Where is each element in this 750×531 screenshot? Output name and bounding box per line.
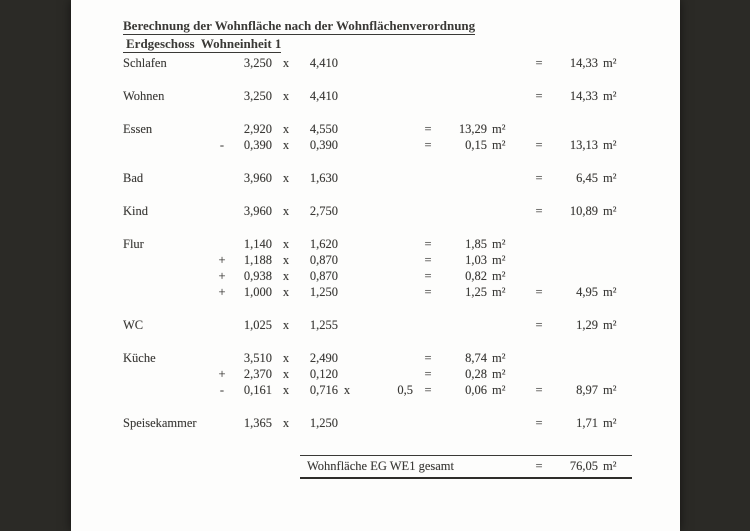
result-unit xyxy=(598,268,628,284)
equals-sub-sign: = xyxy=(424,138,432,152)
multiply-sign-2 xyxy=(338,284,356,300)
subtotal-unit: m² xyxy=(492,122,506,136)
equals-sub-sign xyxy=(413,317,443,333)
equals-sub-sign xyxy=(413,170,443,186)
equals-result-sign: = xyxy=(535,204,543,218)
subtotal-unit: m² xyxy=(492,237,506,251)
dimension-a: 1,025 xyxy=(243,318,272,332)
multiply-sign-2 xyxy=(338,268,356,284)
dimension-a: 3,250 xyxy=(243,89,272,103)
subtotal-unit xyxy=(487,170,515,186)
room-name: Schlafen xyxy=(123,56,167,70)
multiply-sign: x xyxy=(282,204,290,218)
factor-value xyxy=(356,170,413,186)
multiply-sign: x xyxy=(282,318,290,332)
equals-result-sign xyxy=(515,366,563,382)
result-unit: m² xyxy=(603,383,617,397)
subtotal-unit: m² xyxy=(492,367,506,381)
subtotal-unit xyxy=(487,55,515,71)
result-value xyxy=(563,268,598,284)
operator-sign: + xyxy=(218,253,226,267)
result-unit: m² xyxy=(603,138,617,152)
multiply-sign-2 xyxy=(338,252,356,268)
equals-result-sign xyxy=(515,252,563,268)
room-name xyxy=(123,366,213,382)
subtotal-value: 0,15 xyxy=(465,138,487,152)
dimension-a: 3,250 xyxy=(243,56,272,70)
equals-sub-sign: = xyxy=(424,122,432,136)
equals-result-sign: = xyxy=(535,416,543,430)
multiply-sign: x xyxy=(282,138,290,152)
multiply-sign-2 xyxy=(338,55,356,71)
dimension-a: 1,000 xyxy=(243,285,272,299)
calc-row xyxy=(123,55,633,71)
multiply-sign: x xyxy=(282,171,290,185)
dimension-b: 0,716 xyxy=(309,383,338,397)
multiply-sign-2 xyxy=(338,236,356,252)
factor-value xyxy=(356,137,413,153)
calc-row xyxy=(123,366,633,382)
calc-row xyxy=(123,268,633,284)
total-value: 76,05 xyxy=(569,459,598,473)
calc-row xyxy=(123,284,633,300)
result-value xyxy=(563,350,598,366)
room-name: Kind xyxy=(123,204,148,218)
factor-value xyxy=(356,284,413,300)
result-value: 14,33 xyxy=(569,56,598,70)
equals-sub-sign: = xyxy=(424,237,432,251)
calc-row xyxy=(123,203,633,219)
result-unit xyxy=(598,121,628,137)
document-page xyxy=(71,0,680,531)
calc-row xyxy=(123,350,633,366)
multiply-sign-2 xyxy=(338,350,356,366)
multiply-sign: x xyxy=(282,237,290,251)
equals-result-sign xyxy=(515,268,563,284)
room-name: Speisekammer xyxy=(123,416,197,430)
document-content xyxy=(123,0,633,479)
dimension-b: 0,390 xyxy=(309,138,338,152)
equals-result-sign: = xyxy=(535,138,543,152)
equals-sub-sign xyxy=(413,415,443,431)
subtotal-unit: m² xyxy=(492,269,506,283)
dimension-a: 2,370 xyxy=(243,367,272,381)
result-unit: m² xyxy=(603,171,617,185)
subtotal-unit: m² xyxy=(492,351,506,365)
subtotal-unit xyxy=(487,88,515,104)
dimension-b: 1,250 xyxy=(309,416,338,430)
subtotal-value: 0,06 xyxy=(465,383,487,397)
equals-sub-sign: = xyxy=(424,367,432,381)
operator-sign xyxy=(213,415,231,431)
multiply-sign: x xyxy=(282,253,290,267)
result-value: 10,89 xyxy=(569,204,598,218)
operator-sign xyxy=(213,236,231,252)
multiply-sign-2 xyxy=(338,121,356,137)
total-section xyxy=(300,455,632,479)
multiply-sign: x xyxy=(282,383,290,397)
multiply-sign: x xyxy=(282,351,290,365)
subtotal-value: 0,28 xyxy=(465,367,487,381)
room-name: Wohnen xyxy=(123,89,165,103)
operator-sign: - xyxy=(219,383,225,397)
equals-result-sign: = xyxy=(535,285,543,299)
room-name: Flur xyxy=(123,237,144,251)
operator-sign xyxy=(213,203,231,219)
equals-sub-sign: = xyxy=(424,269,432,283)
result-value: 6,45 xyxy=(576,171,598,185)
dimension-b: 4,410 xyxy=(309,56,338,70)
subtotal-value xyxy=(443,415,487,431)
room-name xyxy=(123,137,213,153)
total-unit: m² xyxy=(603,459,617,473)
factor-value xyxy=(356,350,413,366)
equals-sub-sign: = xyxy=(424,351,432,365)
subtotal-value xyxy=(443,55,487,71)
room-name xyxy=(123,252,213,268)
factor-value xyxy=(356,366,413,382)
multiply-sign-2 xyxy=(338,88,356,104)
subtotal-unit: m² xyxy=(492,285,506,299)
equals-result-sign: = xyxy=(535,89,543,103)
multiply-sign-2 xyxy=(338,203,356,219)
dimension-b: 0,870 xyxy=(309,269,338,283)
total-row xyxy=(300,458,632,474)
subtotal-value: 8,74 xyxy=(465,351,487,365)
calc-row xyxy=(123,121,633,137)
equals-result-sign: = xyxy=(535,171,543,185)
operator-sign xyxy=(213,170,231,186)
multiply-sign: x xyxy=(282,56,290,70)
room-name xyxy=(123,284,213,300)
equals-sub-sign: = xyxy=(424,285,432,299)
result-unit xyxy=(598,236,628,252)
subtotal-value xyxy=(443,88,487,104)
operator-sign: - xyxy=(219,138,225,152)
dimension-b: 0,870 xyxy=(309,253,338,267)
dimension-a: 3,960 xyxy=(243,204,272,218)
result-value: 14,33 xyxy=(569,89,598,103)
equals-sub-sign xyxy=(413,88,443,104)
subtotal-value: 1,25 xyxy=(465,285,487,299)
dimension-a: 3,960 xyxy=(243,171,272,185)
dimension-b: 1,630 xyxy=(309,171,338,185)
equals-result-sign: = xyxy=(535,383,543,397)
result-unit: m² xyxy=(603,416,617,430)
subtotal-value: 0,82 xyxy=(465,269,487,283)
operator-sign xyxy=(213,55,231,71)
dimension-a: 1,365 xyxy=(243,416,272,430)
result-value: 1,29 xyxy=(576,318,598,332)
operator-sign: + xyxy=(218,269,226,283)
dimension-a: 3,510 xyxy=(243,351,272,365)
calc-row xyxy=(123,137,633,153)
calculation-rows xyxy=(123,55,633,431)
result-unit xyxy=(598,350,628,366)
operator-sign xyxy=(213,317,231,333)
factor-value xyxy=(356,415,413,431)
result-value: 13,13 xyxy=(569,138,598,152)
result-unit xyxy=(598,366,628,382)
dimension-b: 0,120 xyxy=(309,367,338,381)
factor-value xyxy=(356,121,413,137)
multiply-sign-2: x xyxy=(343,383,351,397)
document-subtitle-text: Erdgeschoss Wohneinheit 1 xyxy=(123,36,281,53)
dimension-a: 0,390 xyxy=(243,138,272,152)
dimension-a: 0,161 xyxy=(243,383,272,397)
room-name: WC xyxy=(123,318,144,332)
operator-sign: + xyxy=(218,285,226,299)
multiply-sign-2 xyxy=(338,137,356,153)
subtotal-value xyxy=(443,317,487,333)
subtotal-value xyxy=(443,170,487,186)
operator-sign xyxy=(213,350,231,366)
factor-value xyxy=(356,268,413,284)
equals-result-sign xyxy=(515,121,563,137)
subtotal-value xyxy=(443,203,487,219)
dimension-b: 4,410 xyxy=(309,89,338,103)
factor-value xyxy=(356,252,413,268)
calc-row xyxy=(123,252,633,268)
result-value xyxy=(563,236,598,252)
calc-row xyxy=(123,236,633,252)
factor-value xyxy=(356,317,413,333)
result-value xyxy=(563,121,598,137)
multiply-sign: x xyxy=(282,416,290,430)
subtotal-unit xyxy=(487,415,515,431)
factor-value xyxy=(356,88,413,104)
dimension-b: 1,250 xyxy=(309,285,338,299)
dimension-b: 1,255 xyxy=(309,318,338,332)
dimension-a: 0,938 xyxy=(243,269,272,283)
result-value xyxy=(563,366,598,382)
document-subtitle xyxy=(123,36,633,52)
subtotal-value: 1,03 xyxy=(465,253,487,267)
subtotal-unit: m² xyxy=(492,138,506,152)
subtotal-unit xyxy=(487,203,515,219)
multiply-sign-2 xyxy=(338,415,356,431)
equals-result-sign: = xyxy=(535,318,543,332)
total-equals-sign: = xyxy=(535,459,543,473)
multiply-sign-2 xyxy=(338,170,356,186)
calc-row xyxy=(123,382,633,398)
multiply-sign: x xyxy=(282,367,290,381)
result-unit: m² xyxy=(603,318,617,332)
equals-result-sign xyxy=(515,350,563,366)
result-unit: m² xyxy=(603,89,617,103)
room-name xyxy=(123,382,213,398)
subtotal-unit xyxy=(487,317,515,333)
total-label: Wohnfläche EG WE1 gesamt xyxy=(307,459,454,473)
dimension-b: 2,750 xyxy=(309,204,338,218)
subtotal-value: 13,29 xyxy=(458,122,487,136)
result-unit xyxy=(598,252,628,268)
dimension-a: 1,140 xyxy=(243,237,272,251)
result-value: 4,95 xyxy=(576,285,598,299)
calc-row xyxy=(123,415,633,431)
operator-sign xyxy=(213,88,231,104)
dimension-b: 1,620 xyxy=(309,237,338,251)
room-name: Küche xyxy=(123,351,156,365)
operator-sign: + xyxy=(218,367,226,381)
result-value: 1,71 xyxy=(576,416,598,430)
room-name: Essen xyxy=(123,122,153,136)
factor-value: 0,5 xyxy=(397,383,413,397)
calc-row xyxy=(123,317,633,333)
equals-result-sign: = xyxy=(535,56,543,70)
equals-result-sign xyxy=(515,236,563,252)
calc-row xyxy=(123,88,633,104)
room-name xyxy=(123,268,213,284)
result-unit: m² xyxy=(603,204,617,218)
equals-sub-sign xyxy=(413,55,443,71)
multiply-sign: x xyxy=(282,89,290,103)
multiply-sign-2 xyxy=(338,366,356,382)
calc-row xyxy=(123,170,633,186)
dimension-a: 1,188 xyxy=(243,253,272,267)
subtotal-unit: m² xyxy=(492,383,506,397)
result-unit: m² xyxy=(603,56,617,70)
factor-value xyxy=(356,203,413,219)
dimension-b: 2,490 xyxy=(309,351,338,365)
dimension-b: 4,550 xyxy=(309,122,338,136)
multiply-sign-2 xyxy=(338,317,356,333)
equals-sub-sign: = xyxy=(424,253,432,267)
multiply-sign: x xyxy=(282,285,290,299)
dimension-a: 2,920 xyxy=(243,122,272,136)
room-name: Bad xyxy=(123,171,144,185)
multiply-sign: x xyxy=(282,269,290,283)
result-value xyxy=(563,252,598,268)
result-unit: m² xyxy=(603,285,617,299)
document-title-text: Berechnung der Wohnfläche nach der Wohnflächenverordnung xyxy=(123,18,476,33)
factor-value xyxy=(356,55,413,71)
equals-sub-sign: = xyxy=(424,383,432,397)
factor-value xyxy=(356,236,413,252)
result-value: 8,97 xyxy=(576,383,598,397)
subtotal-value: 1,85 xyxy=(465,237,487,251)
document-title xyxy=(123,0,633,35)
equals-sub-sign xyxy=(413,203,443,219)
operator-sign xyxy=(213,121,231,137)
subtotal-unit: m² xyxy=(492,253,506,267)
multiply-sign: x xyxy=(282,122,290,136)
